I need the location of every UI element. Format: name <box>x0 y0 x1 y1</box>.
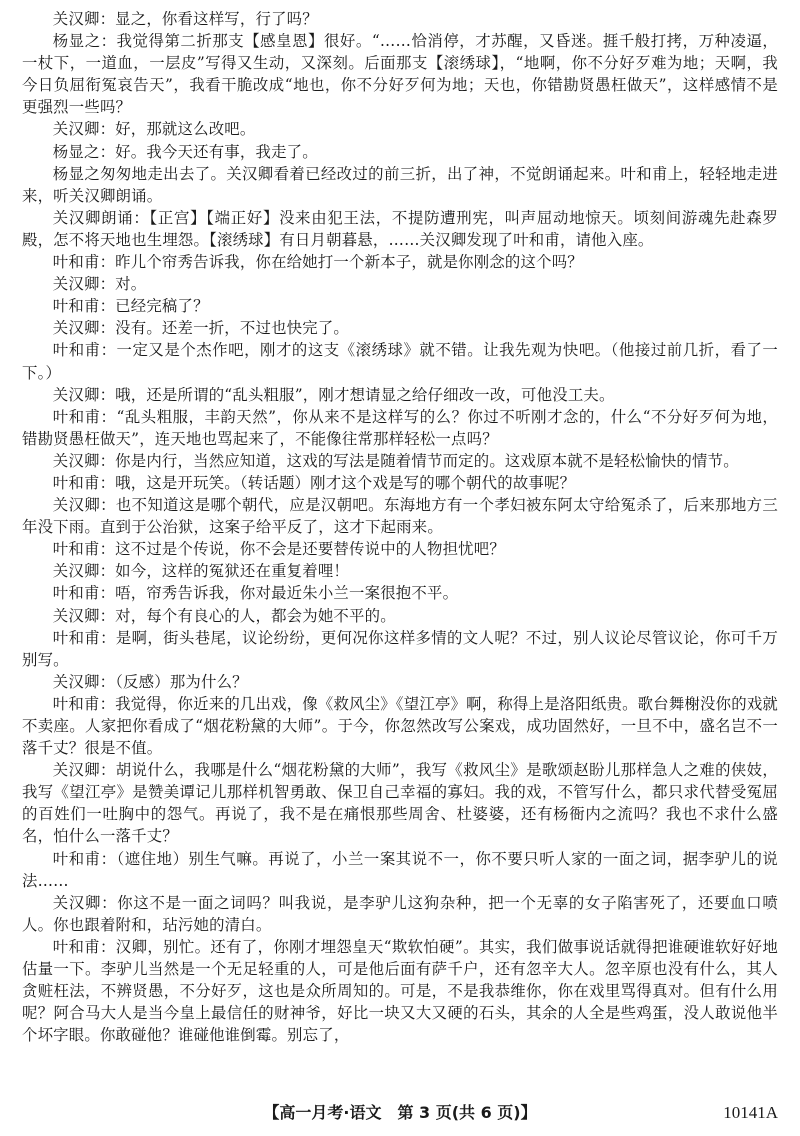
dialogue-paragraph: 关汉卿：（反感）那为什么？ <box>52 672 248 691</box>
dialogue-paragraph: 叶和甫：“乱头粗服，丰韵天然”，你从来不是这样写的么？你过不听刚才念的，什么“不分好歹何为地，错勘贤愚枉做天”，连天地也骂起来了，不能像往常那样轻松一点吗？ <box>22 407 778 448</box>
dialogue-paragraph: 叶和甫：这不过是个传说，你不会是还要替传说中的人物担忧吧？ <box>52 540 505 559</box>
dialogue-paragraph: 叶和甫：哦，这是开玩笑。（转话题）刚才这个戏是写的哪个朝代的故事呢？ <box>52 473 576 492</box>
dialogue-paragraph: 关汉卿：也不知道这是哪个朝代，应是汉朝吧。东海地方有一个孝妇被东阿太守给冤杀了，后来那地方三年没下雨。直到于公治狱，这案子给平反了，这才下起雨来。 <box>22 496 778 537</box>
dialogue-paragraph: 关汉卿：对。 <box>52 275 147 294</box>
page-footer <box>22 1100 778 1126</box>
dialogue-paragraph: 叶和甫：汉卿，别忙。还有了，你刚才埋怨皇天“欺软怕硬”。其实，我们做事说话就得把谁硬谁软好好地估量一下。李驴儿当然是一个无足轻重的人，可是他后面有萨千户，还有忽辛大人。忽辛原也没有什么，其人贪赃枉法，不辨贤愚，不分好歹，这也是众所周知的。可是，不是我恭维你，你在戏里骂得真对。但有什么用呢？阿合马大人是当今皇上最信任的财神爷，好比一块又大又硬的石头，其余的人全是些鸡蛋，没人敢说他半个坏字眼。你敢碰他？谁碰他谁倒霉。别忘了， <box>22 937 778 1045</box>
dialogue-paragraph: 叶和甫：已经完稿了？ <box>52 297 209 316</box>
dialogue-paragraph: 关汉卿：显之，你看这样写，行了吗？ <box>52 10 318 28</box>
footer-exam-info: 【高一月考·语文 第 3 页(共 6 页)】 <box>263 1103 537 1122</box>
dialogue-paragraph: 关汉卿：胡说什么，我哪是什么“烟花粉黛的大师”，我写《救风尘》是歌颂赵盼儿那样急人之难的侠妓，我写《望江亭》是赞美谭记儿那样机智勇敢、保卫自己幸福的寡妇。我的戏，不管写什么，都只求代替受冤屈的百姓们一吐胸中的怨气。再说了，我不是在痛恨那些周舍、杜婆婆，还有杨衙内之流吗？我也不求什么盛名，怕什么一落千丈？ <box>22 761 778 846</box>
dialogue-paragraph: 叶和甫：昨儿个帘秀告诉我，你在给她打一个新本子，就是你刚念的这个吗？ <box>52 253 583 272</box>
dialogue-paragraph: 叶和甫：（遮住地）别生气嘛。再说了，小兰一案其说不一，你不要只听人家的一面之词，据李驴儿的说法…… <box>22 849 778 890</box>
footer-paper-code: 10141A <box>723 1103 778 1122</box>
dialogue-paragraph: 关汉卿：你这不是一面之词吗？叫我说，是李驴儿这狗杂种，把一个无辜的女子陷害死了，还要血口喷人。你也跟着附和，玷污她的清白。 <box>22 893 778 934</box>
dialogue-paragraph: 关汉卿朗诵：【正宫】【端正好】没来由犯王法，不提防遭刑宪，叫声屈动地惊天。顷刻间游魂先赴森罗殿，怎不将天地也生埋怨。【滚绣球】有日月朝暮悬，……关汉卿发现了叶和甫，请他入座。 <box>22 208 778 249</box>
dialogue-paragraph: 叶和甫：唔，帘秀告诉我，你对最近朱小兰一案很抱不平。 <box>52 584 459 603</box>
dialogue-paragraph: 叶和甫：一定又是个杰作吧，刚才的这支《滚绣球》就不错。让我先观为快吧。（他接过前几折，看了一下。） <box>22 341 778 382</box>
dialogue-paragraph: 关汉卿：如今，这样的冤狱还在重复着哩！ <box>52 562 350 581</box>
dialogue-paragraph: 关汉卿：好，那就这么改吧。 <box>52 120 256 139</box>
dialogue-paragraph: 关汉卿：你是内行，当然应知道，这戏的写法是随着情节而定的。这戏原本就不是轻松愉快的情节。 <box>52 451 739 470</box>
dialogue-paragraph: 关汉卿：对，每个有良心的人，都会为她不平的。 <box>52 606 396 625</box>
dialogue-paragraph: 叶和甫：我觉得，你近来的几出戏，像《救风尘》《望江亭》啊，称得上是洛阳纸贵。歌台舞榭没你的戏就不卖座。人家把你看成了“烟花粉黛的大师”。于今，你忽然改写公案戏，成功固然好，一旦不中，盛名岂不一落千丈？很是不值。 <box>22 694 778 758</box>
play-script-text <box>22 8 778 1046</box>
dialogue-paragraph: 杨显之：好。我今天还有事，我走了。 <box>52 142 318 161</box>
dialogue-paragraph: 关汉卿：哦，还是所谓的“乱头粗服”，刚才想请显之给仔细改一改，可他没工夫。 <box>52 385 615 404</box>
dialogue-paragraph: 关汉卿：没有。还差一折，不过也快完了。 <box>52 319 350 338</box>
dialogue-paragraph: 叶和甫：是啊，街头巷尾，议论纷纷，更何况你这样多情的文人呢？不过，别人议论尽管议论，你可千万别写。 <box>22 628 778 669</box>
dialogue-paragraph: 杨显之：我觉得第二折那支【感皇恩】很好。“……恰消停，才苏醒，又昏迷。捱千般打拷，万种凌逼，一杖下，一道血，一层皮”写得又生动，又深刻。后面那支【滚绣球】，“地啊，你不分好歹难为地；天啊，我今日负屈衔冤哀告天”，我看干脆改成“地也，你不分好歹何为地；天也，你错勘贤愚枉做天”，这样感情不是更强烈一些吗？ <box>22 32 778 117</box>
dialogue-paragraph: 杨显之匆匆地走出去了。关汉卿看着已经改过的前三折，出了神，不觉朗诵起来。叶和甫上，轻轻地走进来，听关汉卿朗诵。 <box>22 164 778 205</box>
